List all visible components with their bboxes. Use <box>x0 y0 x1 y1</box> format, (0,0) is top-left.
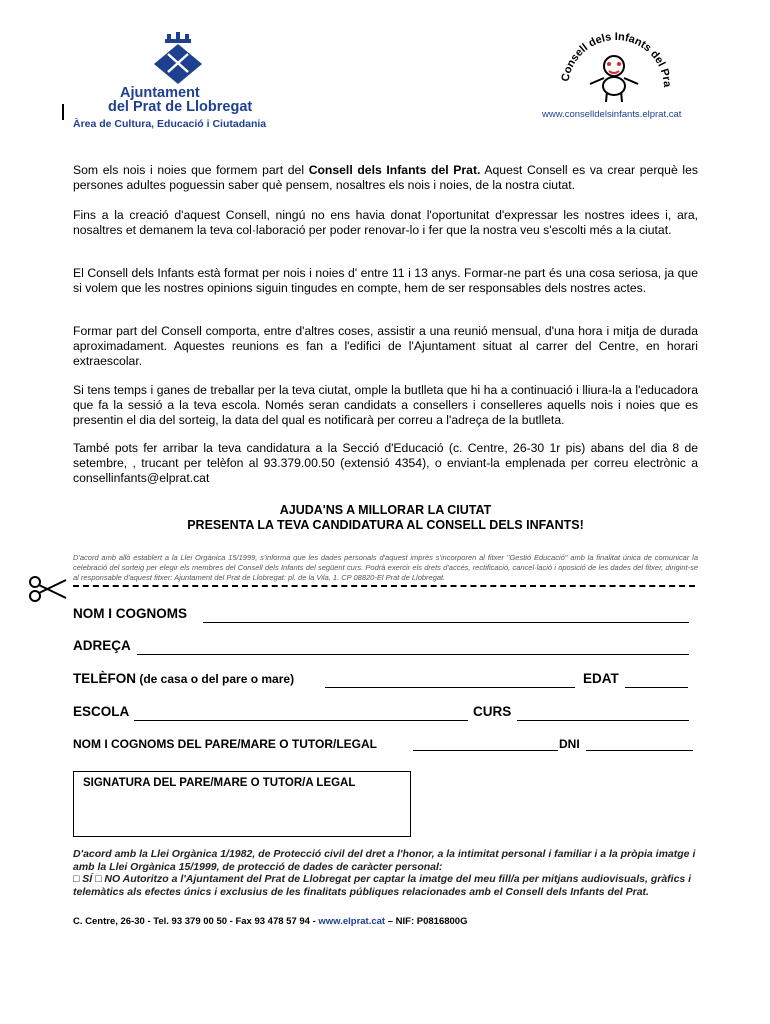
council-website: www.conselldelsinfants.elprat.cat <box>542 109 682 120</box>
phone-label: TELÈFON (de casa o del pare o mare) <box>73 671 295 686</box>
paragraph-apply: Si tens temps i ganes de treballar per la teva ciutat, omple la butlleta que hi ha a continuació i lliura-la a l'educadora que fa la sessió a la teva escola. Només seran candidats a consellers i conselleres aquells nois i noies que es presentin el dia del sorteig, la data del qual es notificarà per correu a l'adreça de la butlleta. <box>73 383 698 428</box>
paragraph-composition: El Consell dels Infants està format per nois i noies d' entre 11 i 13 anys. Formar-ne part és una cosa seriosa, ja que si volem que les nostres opinions siguin tingudes en compte, hem de ser responsables dels nostres actes. <box>73 266 698 296</box>
footer-website-link[interactable]: www.elprat.cat <box>318 916 386 927</box>
name-field[interactable] <box>203 622 689 623</box>
image-authorization[interactable]: □ SÍ □ NO Autoritzo a l'Ajuntament del Prat de Llobregat per captar la imatge del meu fill/a per mitjans audiovisuals, gràfics i telemàtics als efectes únics i exclusius de les finalitats públiques relacionades amb el Consell dels Infants del Prat. <box>73 873 692 898</box>
dni-field[interactable] <box>586 750 693 751</box>
school-label: ESCOLA <box>73 704 130 719</box>
phone-field[interactable] <box>325 687 575 688</box>
legal-consent-text: D'acord amb la Llei Orgànica 1/1982, de Protecció civil del dret a l'honor, a la intimitat personal i familiar i a la pròpia imatge i amb la Llei Orgànica 15/1999, de protecció de dades de caràcter personal: <box>73 848 696 873</box>
org-title: Ajuntament <box>120 85 200 101</box>
dni-label: DNI <box>559 737 580 751</box>
paragraph-contact: També pots fer arribar la teva candidatura a la Secció d'Educació (c. Centre, 26-30 1r pis) abans del dia 8 de setembre, , trucant per telèfon al 93.379.00.50 (extensió 4354), o enviant-la emplenada per correu electrònic a consellinfants@elprat.cat <box>73 441 698 486</box>
paragraph-meetings: Formar part del Consell comporta, entre d'altres coses, assistir a una reunió mensual, d'una hora i mitja de durada aproximadament. Aquestes reunions es fan a l'edifici de l'Ajuntament situat al carrer del Centre, en horari extraescolar. <box>73 324 698 369</box>
logo-arc-text: Consell dels Infants del Pra <box>559 30 674 88</box>
ajuntament-crest-logo <box>150 30 206 86</box>
footer-contact: C. Centre, 26-30 - Tel. 93 379 00 50 - Fax 93 478 57 94 - www.elprat.cat – NIF: P0816800G <box>73 916 468 927</box>
org-subtitle: del Prat de Llobregat <box>108 99 253 115</box>
age-label: EDAT <box>583 671 619 686</box>
privacy-fine-print: D'acord amb allò establert a la Llei Orgànica 15/1999, s'informa que les dades personals d'aquest imprès s'incorporen al fitxer "Gestió Educació" amb la finalitat única de comunicar la celebració del sorteig per elegir els membres del Consell dels Infants del següent curs. Podrà exercir els drets d'accés, rectificació, cancel·lació i oposició de les dades del fitxer, dirigint-se al responsable d'aquest fitxer: Ajuntament del Prat de Llobregat: pl. de la Vila, 1. CP 08820-El Prat de Llobregat. <box>73 553 698 582</box>
heading-candidacy: PRESENTA LA TEVA CANDIDATURA AL CONSELL DELS INFANTS! <box>187 518 584 532</box>
age-field[interactable] <box>625 687 688 688</box>
address-label: ADREÇA <box>73 638 131 653</box>
heading-help: AJUDA'NS A MILLORAR LA CIUTAT <box>279 503 492 517</box>
guardian-label: NOM I COGNOMS DEL PARE/MARE O TUTOR/LEGAL <box>73 737 378 751</box>
consell-infants-logo <box>550 18 675 108</box>
area-name: Àrea de Cultura, Educació i Ciutadania <box>73 118 267 130</box>
paragraph-creation: Fins a la creació d'aquest Consell, ningú no ens havia donat l'oportunitat d'expressar les nostres idees i, ara, nosaltres et demanem la teva col·laboració per poder renovar-lo i fer que la nostra veu s'escolti més a la ciutat. <box>73 208 698 238</box>
signature-label: SIGNATURA DEL PARE/MARE O TUTOR/A LEGAL <box>83 777 356 789</box>
paragraph-intro: Som els nois i noies que formem part del Consell dels Infants del Prat. Aquest Consell es va crear perquè les persones adultes poguessin saber què pensem, nosaltres els nois i noies, de la nostra ciutat. <box>73 163 698 193</box>
divider-bar <box>62 104 64 120</box>
cut-line <box>73 585 695 587</box>
course-label: CURS <box>473 704 512 719</box>
school-field[interactable] <box>134 720 468 721</box>
address-field[interactable] <box>137 654 689 655</box>
scissors-icon <box>28 574 68 604</box>
guardian-field[interactable] <box>413 750 558 751</box>
name-label: NOM I COGNOMS <box>73 606 187 621</box>
course-field[interactable] <box>517 720 689 721</box>
